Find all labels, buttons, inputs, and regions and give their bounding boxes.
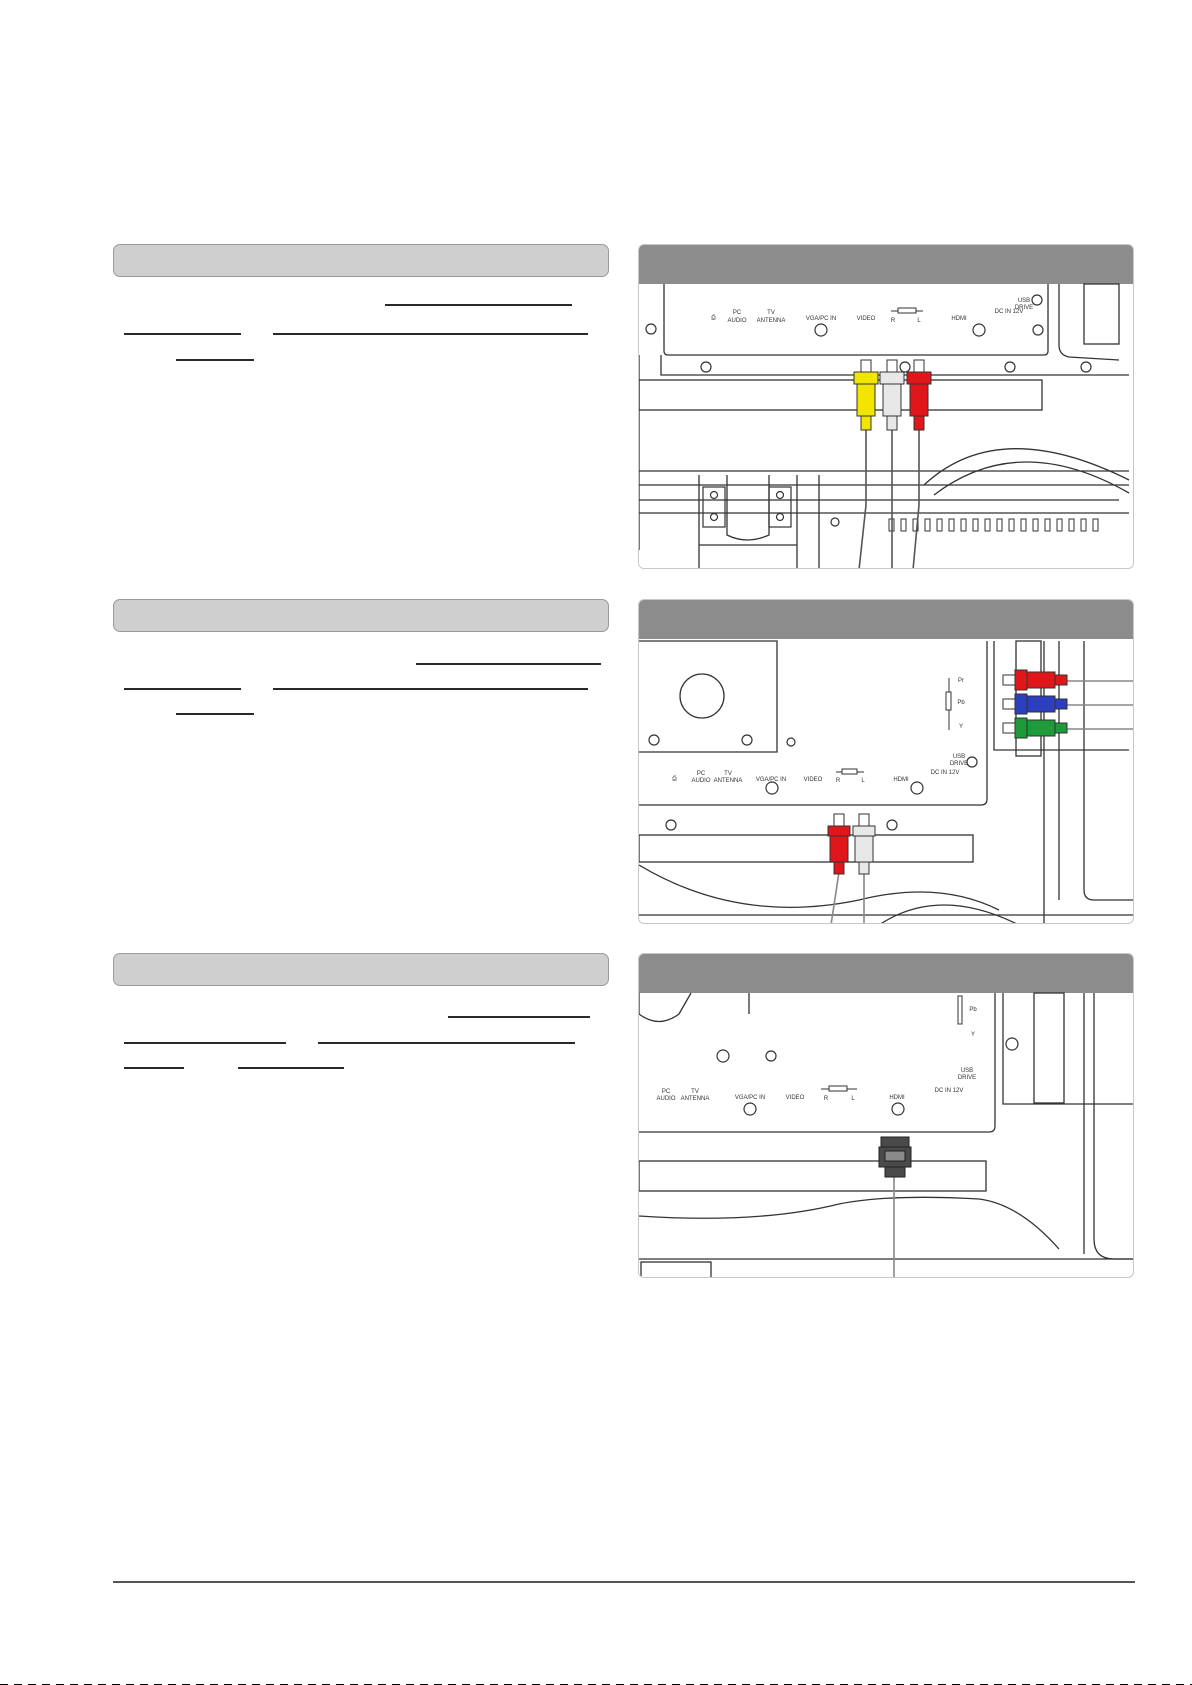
hdmi-plug — [879, 1137, 911, 1177]
svg-text:ANTENNA: ANTENNA — [756, 318, 786, 324]
svg-text:L: L — [917, 318, 921, 324]
svg-text:HDMI: HDMI — [951, 316, 967, 322]
figure-composite-connection — [638, 244, 1134, 569]
svg-text:VGA/PC IN: VGA/PC IN — [755, 777, 787, 783]
svg-text:VGA/PC IN: VGA/PC IN — [805, 316, 837, 322]
section-3-heading-bar — [113, 953, 609, 986]
text-underline — [273, 333, 588, 335]
svg-text:DC IN 12V: DC IN 12V — [930, 770, 960, 776]
svg-text:VIDEO: VIDEO — [803, 777, 823, 783]
text-underline — [124, 1067, 184, 1069]
footer-rule — [113, 1581, 1135, 1583]
svg-text:DRIVE: DRIVE — [957, 1075, 977, 1081]
section-1-heading-bar — [113, 244, 609, 277]
svg-text:VIDEO: VIDEO — [785, 1095, 805, 1101]
text-underline — [176, 359, 254, 361]
text-underline — [318, 1042, 575, 1044]
text-underline — [416, 663, 601, 665]
svg-text:AUDIO: AUDIO — [727, 318, 747, 324]
headphone-icon: ⎙ — [672, 776, 677, 782]
svg-text:USB: USB — [1017, 298, 1031, 304]
tv-rear-panel-hdmi — [639, 954, 1134, 1278]
svg-text:L: L — [851, 1096, 855, 1102]
svg-text:VIDEO: VIDEO — [856, 316, 876, 322]
text-underline — [448, 1016, 590, 1018]
composite-plugs — [854, 360, 931, 430]
svg-text:PC: PC — [661, 1089, 671, 1095]
svg-text:L: L — [861, 778, 865, 784]
svg-text:VGA/PC IN: VGA/PC IN — [734, 1095, 766, 1101]
audio-plugs — [828, 814, 875, 874]
svg-text:HDMI: HDMI — [893, 777, 909, 783]
svg-text:PC: PC — [696, 771, 706, 777]
text-underline — [124, 333, 241, 335]
svg-text:USB: USB — [960, 1068, 974, 1074]
svg-text:R: R — [835, 778, 841, 784]
svg-text:R: R — [890, 318, 896, 324]
rear-panel-labels — [656, 1007, 977, 1102]
svg-text:DRIVE: DRIVE — [949, 761, 969, 767]
tv-rear-panel-composite — [639, 245, 1134, 569]
figure-hdmi-connection — [638, 953, 1134, 1278]
component-plugs — [1003, 670, 1067, 738]
svg-text:R: R — [823, 1096, 829, 1102]
rear-panel-labels — [711, 298, 1033, 324]
svg-text:ANTENNA: ANTENNA — [713, 778, 743, 784]
tv-rear-panel-component — [639, 600, 1134, 924]
svg-text:Y: Y — [958, 724, 964, 730]
svg-text:ANTENNA: ANTENNA — [680, 1096, 710, 1102]
text-underline — [385, 304, 572, 306]
svg-text:USB: USB — [952, 754, 966, 760]
svg-text:Pb: Pb — [969, 1007, 977, 1013]
text-underline — [176, 713, 254, 715]
rear-panel-labels — [672, 678, 968, 784]
svg-text:DC IN 12V: DC IN 12V — [994, 309, 1024, 315]
figure-component-connection — [638, 599, 1134, 924]
svg-text:Y: Y — [970, 1032, 976, 1038]
svg-text:DRIVE: DRIVE — [1014, 305, 1034, 311]
svg-text:Pb: Pb — [957, 700, 965, 706]
svg-text:AUDIO: AUDIO — [691, 778, 711, 784]
svg-text:TV: TV — [767, 310, 775, 316]
svg-text:AUDIO: AUDIO — [656, 1096, 676, 1102]
headphone-icon: ⎙ — [711, 315, 716, 321]
text-underline — [124, 1042, 286, 1044]
svg-text:PC: PC — [732, 310, 742, 316]
text-underline — [238, 1067, 344, 1069]
text-underline — [273, 688, 588, 690]
svg-text:DC IN 12V: DC IN 12V — [934, 1088, 964, 1094]
svg-text:TV: TV — [724, 771, 732, 777]
svg-text:Pr: Pr — [958, 678, 964, 684]
svg-text:TV: TV — [691, 1089, 699, 1095]
section-2-heading-bar — [113, 599, 609, 632]
text-underline — [124, 688, 241, 690]
svg-text:HDMI: HDMI — [889, 1095, 905, 1101]
